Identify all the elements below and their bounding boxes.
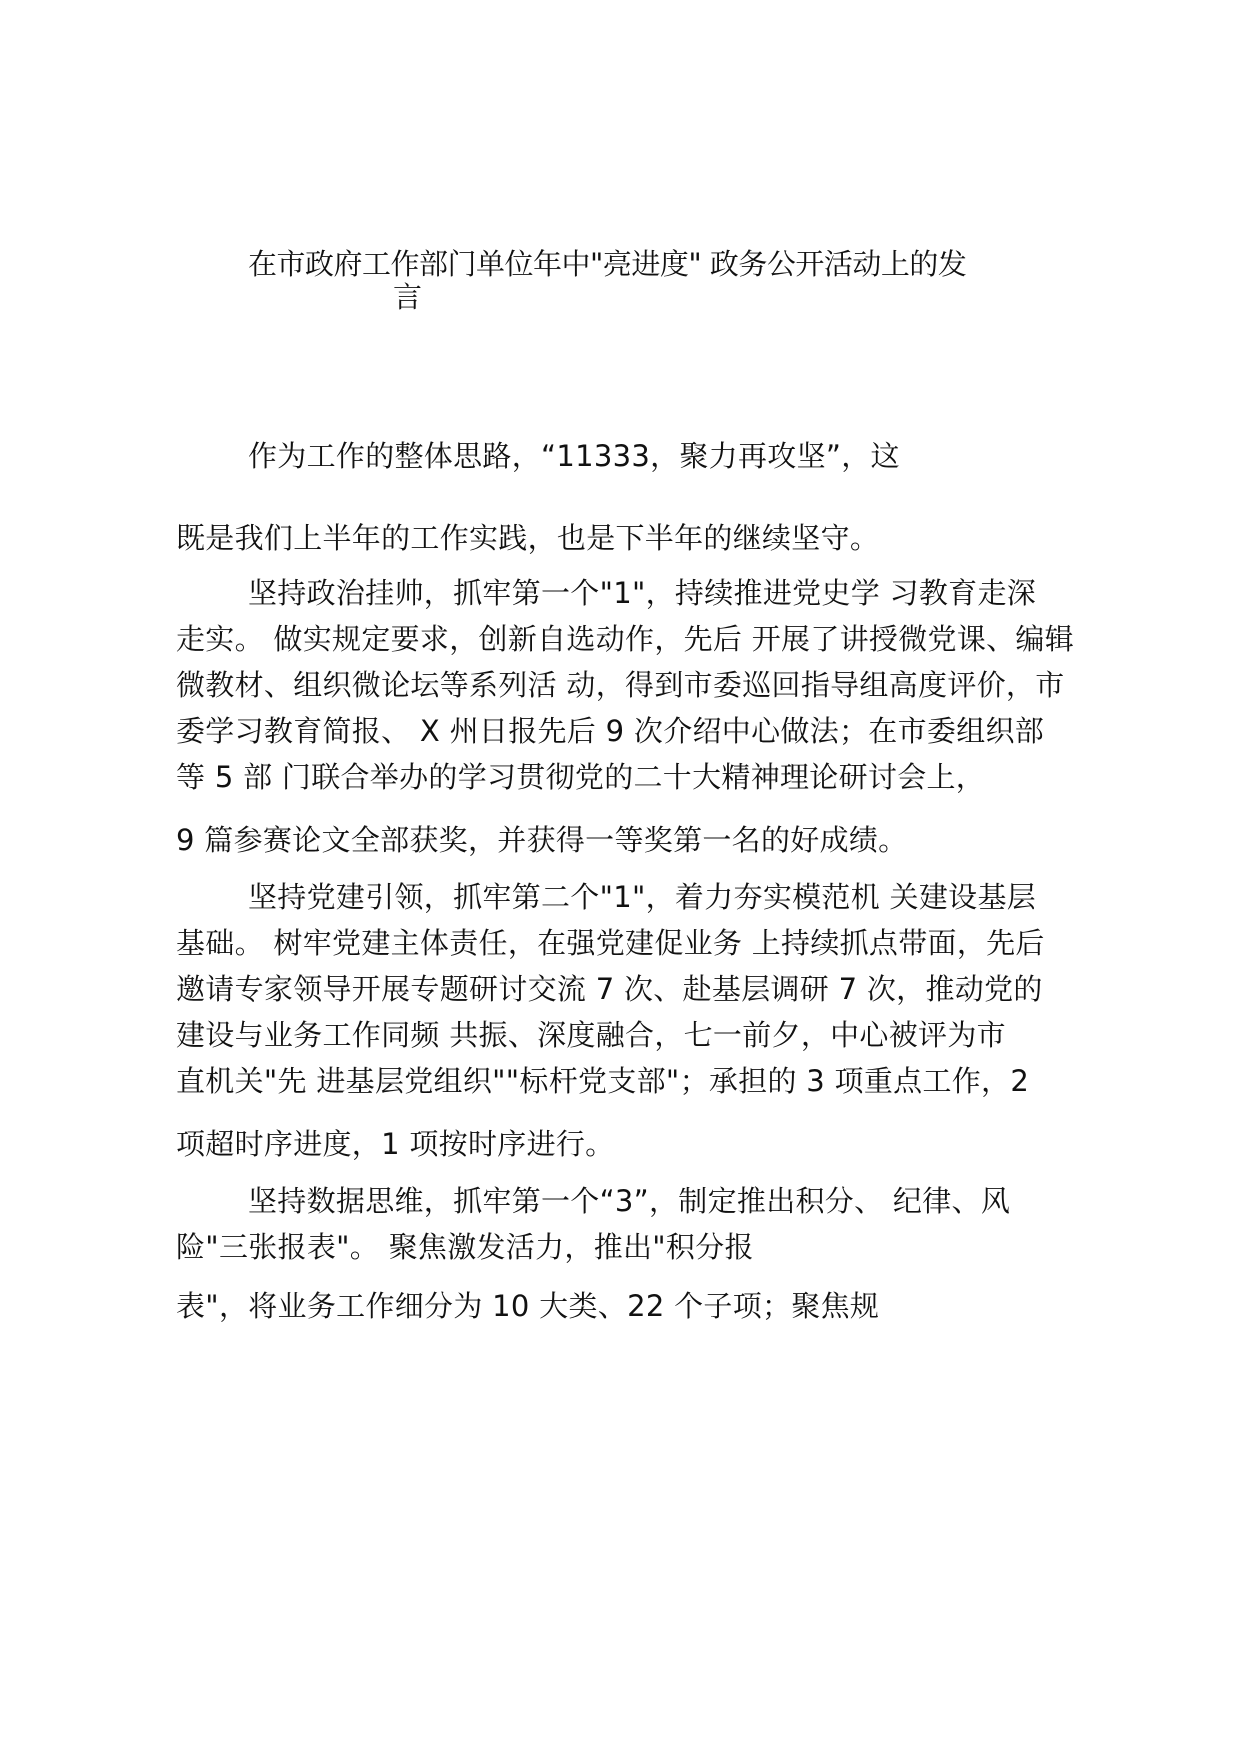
paragraph-line: 直机关"先 进基层党组织""标杆党支部"；承担的 3 项重点工作，2 [176, 1064, 1030, 1098]
paragraph-line: 走实。 做实规定要求，创新自选动作，先后 开展了讲授微党课、编辑 [176, 622, 1075, 656]
paragraph-party-building [176, 874, 1076, 1104]
title-line-1: 在市政府工作部门单位年中"亮进度" 政务公开活动上的发 [248, 247, 967, 281]
paragraph-line: 坚持数据思维，抓牢第一个“3”，制定推出积分、 纪律、风 [248, 1184, 1011, 1218]
paragraph-line: 建设与业务工作同频 共振、深度融合，七一前夕，中心被评为市 [176, 1018, 1006, 1052]
paragraph-line: 委学习教育简报、 X 州日报先后 9 次介绍中心做法；在市委组织部 [176, 714, 1045, 748]
paragraph-data-thinking [176, 1178, 1076, 1270]
paragraph-party-building-tail: 项超时序进度，1 项按时序进行。 [176, 1127, 615, 1161]
paragraph-line: 险"三张报表"。 聚焦激发活力，推出"积分报 [176, 1230, 754, 1264]
paragraph-line: 基础。 树牢党建主体责任，在强党建促业务 上持续抓点带面，先后 [176, 926, 1045, 960]
paragraph-data-thinking-tail: 表"，将业务工作细分为 10 大类、22 个子项；聚焦规 [176, 1289, 880, 1323]
paragraph-line: 微教材、组织微论坛等系列活 动，得到市委巡回指导组高度评价，市 [176, 668, 1065, 702]
paragraph-line: 邀请专家领导开展专题研讨交流 7 次、赴基层调研 7 次，推动党的 [176, 972, 1043, 1006]
intro-line-2: 既是我们上半年的工作实践，也是下半年的继续坚守。 [176, 521, 880, 555]
paragraph-political [176, 570, 1076, 800]
document-title [248, 248, 1008, 314]
intro-line-1: 作为工作的整体思路，“11333，聚力再攻坚”，这 [248, 439, 900, 473]
paragraph-political-tail: 9 篇参赛论文全部获奖，并获得一等奖第一名的好成绩。 [176, 823, 908, 857]
title-line-2: 言 [393, 280, 422, 314]
paragraph-line: 等 5 部 门联合举办的学习贯彻党的二十大精神理论研讨会上， [176, 760, 986, 794]
paragraph-line: 坚持政治挂帅，抓牢第一个"1"，持续推进党史学 习教育走深 [248, 576, 1037, 610]
paragraph-line: 坚持党建引领，抓牢第二个"1"，着力夯实模范机 关建设基层 [248, 880, 1037, 914]
